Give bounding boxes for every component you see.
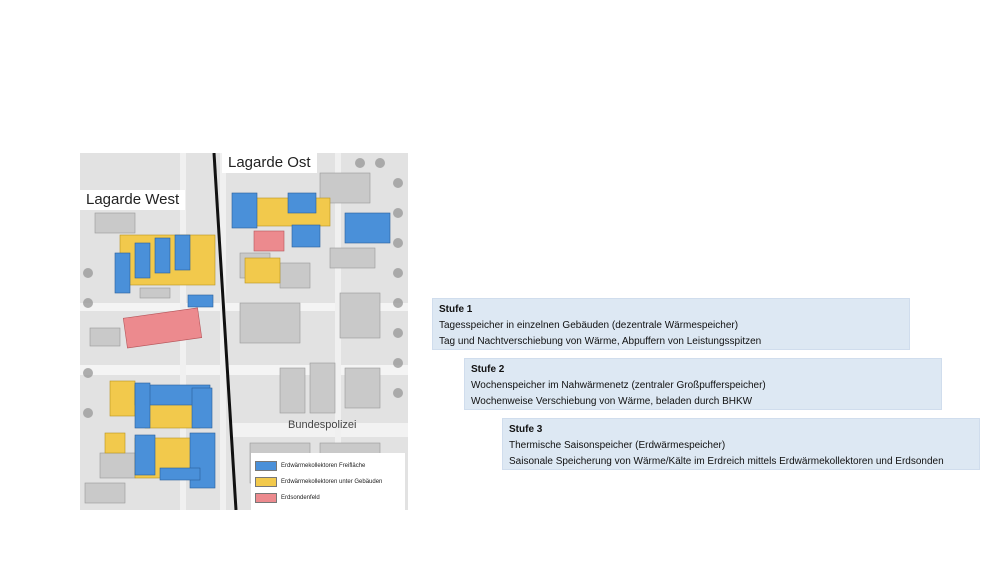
legend-swatch-blue (255, 461, 277, 471)
legend-item (255, 491, 401, 505)
stage-2-line2: Wochenweise Verschiebung von Wärme, beladen durch BHKW (471, 396, 753, 407)
stage-1-line1: Tagesspeicher in einzelnen Gebäuden (dezentrale Wärmespeicher) (439, 320, 739, 331)
stage-3-box (502, 418, 980, 470)
site-map (80, 153, 408, 510)
legend-item (255, 475, 401, 489)
legend-swatch-red (255, 493, 277, 503)
legend-item (255, 459, 401, 473)
stage-3-title: Stufe 3 (509, 424, 543, 435)
map-legend (251, 453, 405, 510)
legend-label: Erdwärmekollektoren Freifläche (281, 463, 366, 469)
stage-2-line1: Wochenspeicher im Nahwärmenetz (zentraler Großpufferspeicher) (471, 380, 766, 391)
stage-3-line1: Thermische Saisonspeicher (Erdwärmespeicher) (509, 440, 726, 451)
stage-1-box (432, 298, 910, 350)
legend-label: Erdsondenfeld (281, 495, 320, 501)
legend-swatch-yellow (255, 477, 277, 487)
stage-2-box (464, 358, 942, 410)
stage-2-title: Stufe 2 (471, 364, 505, 375)
label-lagarde-west: Lagarde West (80, 190, 185, 210)
stage-1-line2: Tag und Nachtverschiebung von Wärme, Abpuffern von Leistungsspitzen (439, 336, 762, 347)
stage-1-title: Stufe 1 (439, 304, 473, 315)
label-bundespolizei: Bundespolizei (288, 419, 357, 431)
legend-label: Erdwärmekollektoren unter Gebäuden (281, 479, 383, 485)
label-lagarde-ost: Lagarde Ost (222, 153, 317, 173)
stage-3-line2: Saisonale Speicherung von Wärme/Kälte im Erdreich mittels Erdwärmekollektoren und Erdsonden (509, 456, 944, 467)
